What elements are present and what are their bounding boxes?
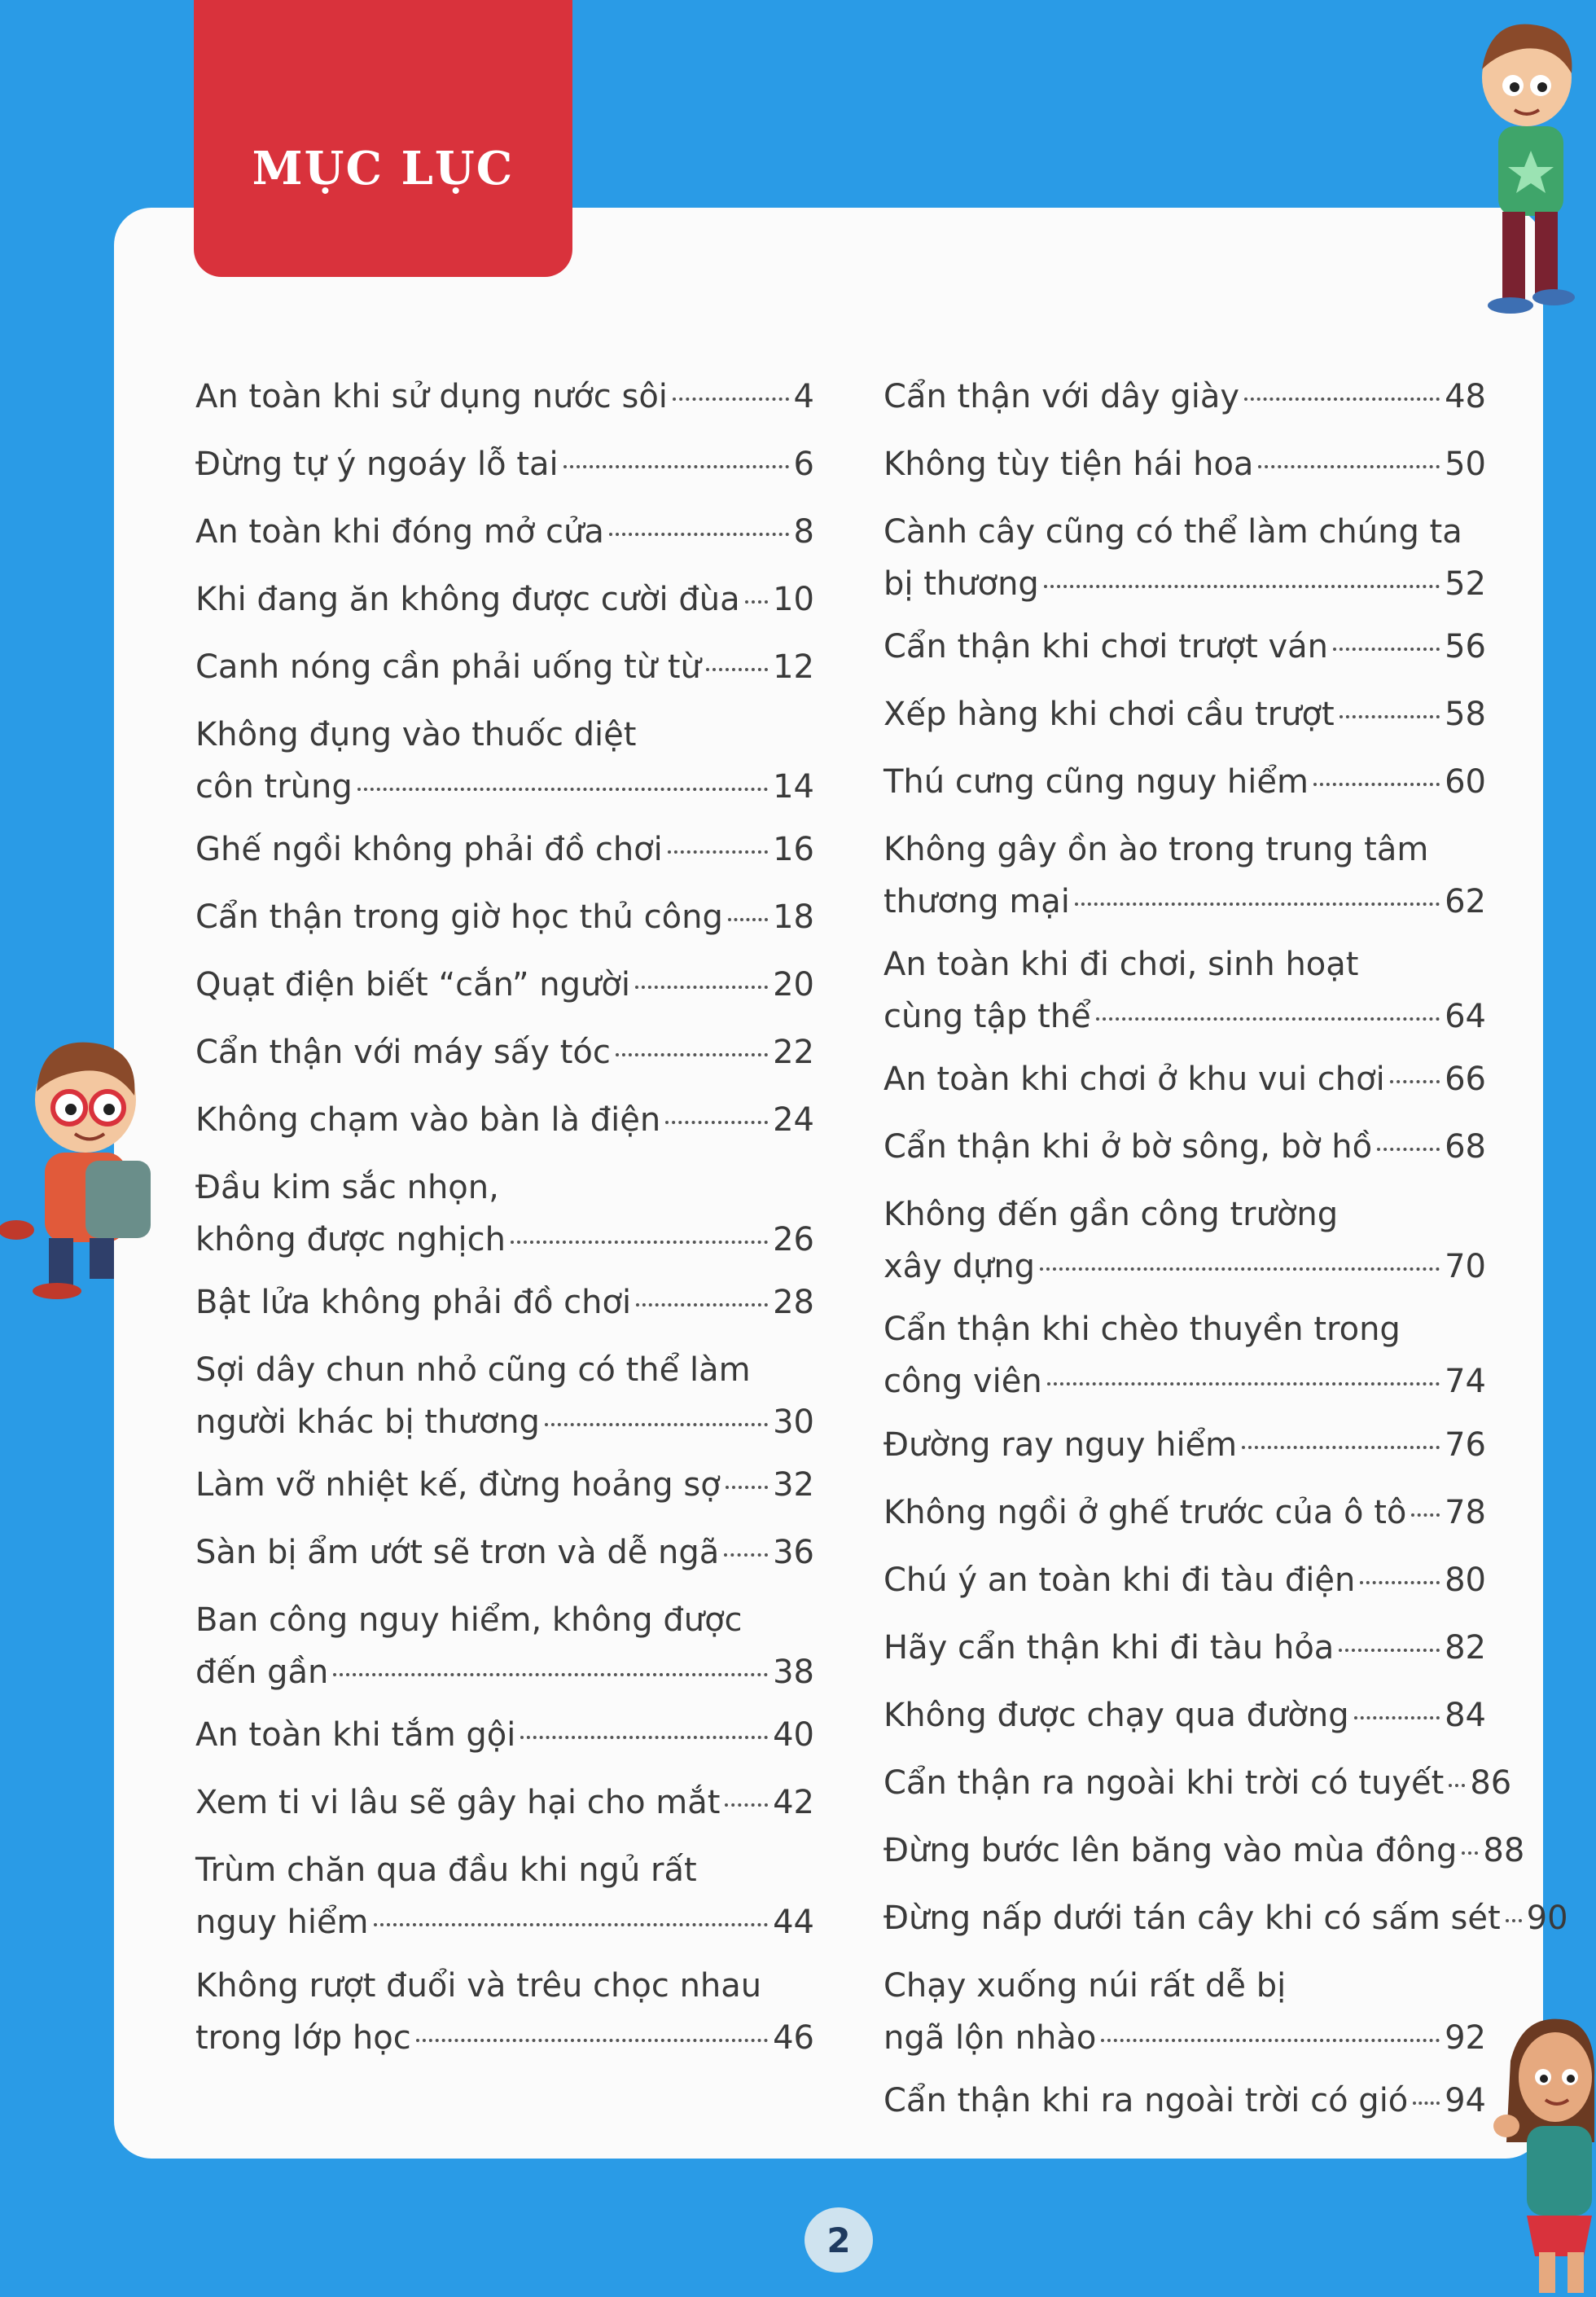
toc-page-number: 50 (1445, 446, 1486, 483)
toc-leader-dots (1333, 648, 1440, 651)
toc-page-number: 68 (1445, 1128, 1486, 1166)
toc-leader-dots (635, 986, 768, 989)
toc-entry (195, 438, 814, 490)
toc-entry-title: Sàn bị ẩm ướt sẽ trơn và dễ ngã (195, 1534, 720, 1572)
toc-entry (195, 1276, 814, 1329)
toc-page-number: 78 (1445, 1493, 1486, 1531)
toc-page-number: 22 (773, 1034, 814, 1072)
toc-leader-dots (511, 1241, 768, 1244)
toc-leader-dots (668, 850, 768, 854)
toc-entry (884, 1487, 1486, 1539)
toc-page-number: 44 (773, 1904, 814, 1942)
toc-leader-dots (636, 1303, 768, 1307)
toc-leader-dots (1258, 465, 1440, 468)
toc-leader-dots (1411, 1513, 1440, 1517)
toc-leader-dots (609, 533, 789, 536)
toc-entry (195, 709, 814, 813)
toc-leader-dots (374, 1923, 769, 1926)
toc-page-number: 56 (1445, 628, 1486, 666)
toc-page-number: 82 (1445, 1628, 1486, 1667)
toc-entry (195, 573, 814, 626)
toc-leader-dots (616, 1053, 768, 1056)
toc-page-number: 42 (773, 1784, 814, 1822)
toc-page-number: 74 (1445, 1363, 1486, 1401)
toc-entry (884, 1960, 1486, 2064)
toc-entry (195, 1709, 814, 1761)
toc-page-number: 26 (773, 1221, 814, 1259)
toc-entry (195, 1459, 814, 1511)
toc-page-number: 76 (1445, 1425, 1486, 1464)
toc-entry-title: Cẩn thận khi ở bờ sông, bờ hồ (884, 1128, 1373, 1166)
header-tab (194, 0, 572, 277)
toc-entry-title-cont: trong lớp học (195, 2018, 411, 2057)
toc-leader-dots (665, 1121, 768, 1124)
toc-entry-title: Cành cây cũng có thể làm chúng ta (884, 513, 1462, 551)
toc-page-number: 48 (1445, 378, 1486, 415)
toc-entry-title-cont: không được nghịch (195, 1221, 506, 1259)
toc-entry (195, 1526, 814, 1579)
toc-entry-title: Hãy cẩn thận khi đi tàu hỏa (884, 1628, 1335, 1667)
toc-entry-title: Thú cưng cũng nguy hiểm (884, 763, 1309, 802)
toc-entry-title: An toàn khi chơi ở khu vui chơi (884, 1061, 1385, 1099)
toc-entry (884, 1757, 1512, 1809)
toc-entry-title: An toàn khi đóng mở cửa (195, 513, 604, 551)
toc-leader-dots (725, 1803, 768, 1807)
toc-entry-title: Chạy xuống núi rất dễ bị (884, 1966, 1287, 2005)
toc-entry (195, 641, 814, 693)
toc-leader-dots (1040, 1267, 1440, 1271)
toc-page-number: 30 (773, 1403, 814, 1442)
toc-entry-title: Ghế ngồi không phải đồ chơi (195, 831, 663, 869)
toc-leader-dots (1377, 1148, 1440, 1151)
toc-page-number: 32 (773, 1466, 814, 1504)
toc-leader-dots (1340, 715, 1440, 718)
toc-entry (884, 1554, 1486, 1606)
toc-entry (884, 688, 1486, 740)
toc-leader-dots (520, 1736, 768, 1739)
toc-page-number: 28 (773, 1284, 814, 1322)
toc-entry-title-cont: thương mại (884, 883, 1070, 921)
toc-page-number: 14 (773, 768, 814, 806)
toc-entry-title: Không ngồi ở ghế trước của ô tô (884, 1493, 1407, 1531)
toc-entry (884, 2075, 1486, 2127)
toc-page-number: 92 (1445, 2018, 1486, 2057)
toc-page-number: 66 (1445, 1061, 1486, 1099)
toc-entry-title: Không chạm vào bàn là điện (195, 1101, 661, 1140)
toc-leader-dots (1313, 783, 1440, 786)
toc-entry (884, 371, 1486, 423)
toc-leader-dots (1096, 1017, 1440, 1021)
toc-leader-dots (1354, 1716, 1440, 1719)
toc-page-number: 36 (773, 1534, 814, 1572)
toc-entry-title: Ban công nguy hiểm, không được (195, 1601, 743, 1640)
toc-entry-title: Sợi dây chun nhỏ cũng có thể làm (195, 1351, 751, 1390)
toc-entry-title: Không rượt đuổi và trêu chọc nhau (195, 1966, 762, 2005)
toc-entry (884, 823, 1486, 928)
toc-entry-title-cont: nguy hiểm (195, 1904, 369, 1942)
toc-entry (195, 1344, 814, 1448)
toc-entry-title-cont: ngã lộn nhào (884, 2018, 1097, 2057)
toc-entry (195, 1960, 814, 2064)
toc-page-number: 52 (1445, 565, 1486, 603)
toc-entry-title: Đừng bước lên băng vào mùa đông (884, 1831, 1458, 1869)
toc-leader-dots (563, 465, 789, 468)
toc-leader-dots (1101, 2039, 1440, 2042)
toc-page-number: 8 (793, 513, 814, 551)
toc-page-number: 90 (1526, 1899, 1568, 1937)
toc-entry (195, 506, 814, 558)
toc-leader-dots (1390, 1080, 1440, 1083)
toc-page-number: 84 (1445, 1696, 1486, 1734)
toc-entry-title: Cẩn thận khi chơi trượt ván (884, 628, 1328, 666)
toc-leader-dots (724, 1553, 768, 1557)
toc-entry-title: Cẩn thận ra ngoài khi trời có tuyết (884, 1763, 1445, 1802)
toc-page-number: 80 (1445, 1561, 1486, 1599)
toc-entry (884, 1689, 1486, 1741)
toc-entry (195, 959, 814, 1011)
toc-entry-title: An toàn khi tắm gội (195, 1716, 516, 1755)
toc-entry (884, 1121, 1486, 1173)
toc-entry-title: Cẩn thận với dây giày (884, 378, 1240, 415)
toc-page-number: 24 (773, 1101, 814, 1140)
toc-leader-dots (706, 668, 768, 671)
toc-page-number: 58 (1445, 696, 1486, 734)
toc-entry-title: Làm vỡ nhiệt kế, đừng hoảng sợ (195, 1466, 721, 1504)
toc-page-number: 20 (773, 966, 814, 1004)
boy-with-backpack-icon (1466, 12, 1588, 322)
toc-entry-title: Khi đang ăn không được cười đùa (195, 581, 740, 618)
toc-entry (884, 938, 1486, 1043)
toc-entry (884, 1303, 1486, 1408)
toc-entry (195, 1844, 814, 1948)
toc-leader-dots (1044, 585, 1440, 588)
toc-leader-dots (673, 397, 789, 401)
toc-leader-dots (1449, 1784, 1465, 1787)
toc-page-number: 94 (1445, 2081, 1486, 2119)
toc-entry-title: Đầu kim sắc nhọn, (195, 1169, 499, 1207)
toc-entry-title: Đường ray nguy hiểm (884, 1425, 1238, 1464)
toc-leader-dots (728, 918, 768, 921)
toc-page-number: 6 (793, 446, 814, 483)
toc-page-number: 38 (773, 1654, 814, 1692)
girl-waving-icon (1490, 2012, 1596, 2297)
toc-entry-title: Xem ti vi lâu sẽ gây hại cho mắt (195, 1784, 721, 1822)
toc-entry-title: Đừng tự ý ngoáy lỗ tai (195, 446, 559, 483)
toc-entry-title: An toàn khi sử dụng nước sôi (195, 378, 668, 415)
toc-entry (884, 621, 1486, 673)
toc-entry (884, 1419, 1486, 1471)
toc-page-number: 88 (1483, 1831, 1525, 1869)
toc-entry (195, 891, 814, 943)
toc-leader-dots (1242, 1446, 1440, 1449)
toc-entry (884, 506, 1486, 610)
toc-entry-title: Cẩn thận với máy sấy tóc (195, 1034, 611, 1072)
toc-entry-title-cont: công viên (884, 1363, 1042, 1401)
toc-entry (884, 756, 1486, 808)
toc-page-number: 40 (773, 1716, 814, 1755)
toc-entry-title: Chú ý an toàn khi đi tàu điện (884, 1561, 1356, 1599)
toc-entry (884, 1188, 1486, 1293)
toc-entry-title: Bật lửa không phải đồ chơi (195, 1284, 632, 1322)
toc-entry-title: Không được chạy qua đường (884, 1696, 1349, 1734)
toc-page-number: 70 (1445, 1248, 1486, 1286)
toc-entry-title: Canh nóng cần phải uống từ từ (195, 648, 701, 686)
toc-entry (195, 1094, 814, 1146)
toc-entry-title: Xếp hàng khi chơi cầu trượt (884, 696, 1335, 734)
toc-entry-title: Quạt điện biết “cắn” người (195, 966, 630, 1004)
toc-page-number: 10 (773, 581, 814, 618)
toc-entry-title: Đừng nấp dưới tán cây khi có sấm sét (884, 1899, 1501, 1937)
toc-entry-title: Trùm chăn qua đầu khi ngủ rất (195, 1851, 697, 1890)
toc-leader-dots (1047, 1382, 1440, 1386)
toc-entry-title: Không đến gần công trường (884, 1196, 1339, 1234)
toc-leader-dots (1462, 1851, 1478, 1855)
toc-leader-dots (1506, 1919, 1522, 1922)
toc-entry-title-cont: cùng tập thể (884, 998, 1091, 1036)
toc-entry-title: Cẩn thận trong giờ học thủ công (195, 898, 723, 937)
toc-entry-title-cont: đến gần (195, 1654, 329, 1692)
toc-entry-title-cont: người khác bị thương (195, 1403, 540, 1442)
toc-leader-dots (1075, 903, 1440, 906)
toc-entry (195, 371, 814, 423)
toc-page-number: 86 (1470, 1763, 1512, 1802)
page-number-badge: 2 (805, 2207, 873, 2273)
toc-entry-title: Không gây ồn ào trong trung tâm (884, 831, 1429, 869)
toc-entry (884, 438, 1486, 490)
toc-entry-title: Cẩn thận khi chèo thuyền trong (884, 1311, 1401, 1349)
toc-page-number: 12 (773, 648, 814, 686)
boy-with-glasses-icon (0, 1026, 163, 1303)
toc-entry (195, 1026, 814, 1078)
toc-entry (195, 823, 814, 876)
toc-leader-dots (1360, 1581, 1440, 1584)
toc-entry-title: Không đụng vào thuốc diệt (195, 716, 637, 753)
toc-entry (195, 1594, 814, 1698)
toc-leader-dots (1413, 2102, 1440, 2105)
toc-entry-title-cont: bị thương (884, 565, 1039, 603)
toc-page-number: 62 (1445, 883, 1486, 921)
toc-entry-title-cont: xây dựng (884, 1248, 1036, 1286)
toc-page-number: 16 (773, 831, 814, 869)
toc-leader-dots (416, 2039, 768, 2042)
toc-leader-dots (745, 600, 768, 604)
toc-entry (884, 1892, 1568, 1944)
toc-leader-dots (1244, 397, 1440, 401)
toc-page-number: 60 (1445, 763, 1486, 802)
toc-leader-dots (1339, 1649, 1440, 1652)
toc-page-number: 46 (773, 2018, 814, 2057)
toc-entry-title: Không tùy tiện hái hoa (884, 446, 1254, 483)
toc-leader-dots (545, 1423, 768, 1426)
page-title: MỤC LỤC (252, 142, 515, 195)
toc-entry (884, 1825, 1525, 1877)
toc-leader-dots (726, 1486, 768, 1489)
toc-page-number: 4 (793, 378, 814, 415)
toc-entry-title: Cẩn thận khi ra ngoài trời có gió (884, 2081, 1409, 2119)
toc-entry (195, 1777, 814, 1829)
toc-leader-dots (333, 1673, 768, 1676)
toc-page-number: 64 (1445, 998, 1486, 1036)
toc-page-number: 18 (773, 898, 814, 937)
toc-entry-title: An toàn khi đi chơi, sinh hoạt (884, 946, 1359, 984)
toc-leader-dots (357, 788, 768, 791)
toc-entry-title-cont: côn trùng (195, 768, 353, 806)
toc-entry (195, 1162, 814, 1266)
toc-entry (884, 1053, 1486, 1105)
toc-entry (884, 1622, 1486, 1674)
